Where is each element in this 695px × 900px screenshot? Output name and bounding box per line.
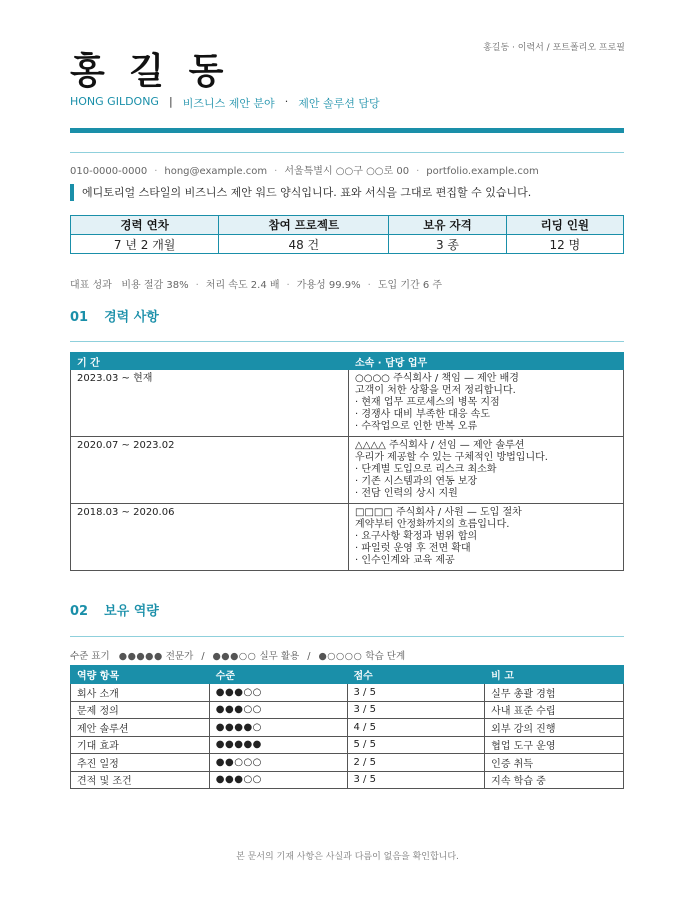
skill-legend bbox=[70, 648, 405, 662]
summary-header: 보유 자격 bbox=[389, 216, 506, 235]
experience-line: · 전담 인력의 상시 지원 bbox=[355, 488, 458, 499]
table-row bbox=[71, 684, 624, 702]
field: 비즈니스 제안 분야 bbox=[182, 97, 275, 110]
experience-line: · 단계별 도입으로 리스크 최소화 bbox=[355, 464, 497, 475]
skill-note: 협업 도구 운영 bbox=[485, 736, 624, 754]
experience-detail bbox=[349, 370, 624, 437]
experience-line: 우리가 제공할 수 있는 구체적인 방법입니다. bbox=[355, 452, 548, 463]
experience-detail bbox=[349, 437, 624, 504]
legend-separator: / bbox=[307, 651, 311, 662]
summary-header-row bbox=[71, 216, 624, 235]
separator-dot: · bbox=[416, 166, 420, 177]
summary-header: 리딩 인원 bbox=[506, 216, 623, 235]
experience-header-org: 소속 · 담당 업무 bbox=[349, 353, 624, 370]
separator-dot: · bbox=[195, 280, 199, 291]
skill-item: 기대 효과 bbox=[71, 736, 210, 754]
experience-line: · 현재 업무 프로세스의 병목 지점 bbox=[355, 397, 500, 408]
skill-note: 외부 강의 진행 bbox=[485, 719, 624, 737]
experience-line: 계약부터 안정화까지의 흐름입니다. bbox=[355, 519, 510, 530]
experience-header-row bbox=[71, 353, 624, 370]
header-meta: 홍길동 · 이력서 / 포트폴리오 프로필 bbox=[483, 43, 625, 53]
skill-item: 견적 및 조건 bbox=[71, 771, 210, 789]
experience-period: 2020.07 ~ 2023.02 bbox=[71, 437, 349, 504]
level-dots-icon: ●●○○○ bbox=[209, 754, 347, 772]
table-row bbox=[71, 754, 624, 772]
skill-note: 사내 표준 수립 bbox=[485, 701, 624, 719]
table-row bbox=[71, 771, 624, 789]
skill-item: 회사 소개 bbox=[71, 684, 210, 702]
role: 제안 솔루션 담당 bbox=[298, 97, 380, 110]
legend-practical: 실무 활용 bbox=[259, 651, 300, 662]
contact-portfolio: portfolio.example.com bbox=[426, 166, 539, 177]
experience-line: · 인수인계와 교육 제공 bbox=[355, 555, 455, 566]
stats-line bbox=[70, 276, 442, 291]
experience-line: ○○○○ 주식회사 / 책임 — 제안 배경 bbox=[355, 373, 519, 384]
experience-header-period: 기 간 bbox=[71, 353, 349, 370]
skill-item: 문제 정의 bbox=[71, 701, 210, 719]
experience-line: · 파일럿 운영 후 전면 확대 bbox=[355, 543, 471, 554]
summary-table bbox=[70, 215, 624, 254]
contact-phone: 010-0000-0000 bbox=[70, 166, 148, 177]
contact-line bbox=[70, 162, 539, 177]
summary-header: 경력 연차 bbox=[71, 216, 219, 235]
skill-score: 5 / 5 bbox=[347, 736, 485, 754]
experience-line: · 경쟁사 대비 부족한 대응 속도 bbox=[355, 409, 490, 420]
section-rule bbox=[70, 341, 624, 342]
summary-value: 3 종 bbox=[389, 235, 506, 254]
section-number: 02 bbox=[70, 604, 89, 619]
section-title-skills bbox=[70, 600, 159, 619]
stats-label: 대표 성과 bbox=[70, 280, 112, 291]
section-rule bbox=[70, 636, 624, 637]
experience-line: 고객이 처한 상황을 먼저 정리합니다. bbox=[355, 385, 516, 396]
skills-header-row bbox=[71, 666, 624, 684]
experience-line: · 수작업으로 인한 반복 오류 bbox=[355, 421, 478, 432]
skills-header: 수준 bbox=[209, 666, 347, 684]
page-title: 홍 길 동 bbox=[70, 51, 230, 92]
skill-note: 인증 취득 bbox=[485, 754, 624, 772]
table-row bbox=[71, 370, 624, 437]
skill-score: 3 / 5 bbox=[347, 701, 485, 719]
section-title-experience bbox=[70, 306, 159, 325]
contact-email: hong@example.com bbox=[164, 166, 268, 177]
contact-address: 서울특별시 ○○구 ○○로 00 bbox=[284, 166, 410, 177]
stat-item: 도입 기간 6 주 bbox=[377, 280, 443, 291]
summary-header: 참여 프로젝트 bbox=[219, 216, 389, 235]
skills-header: 역량 항목 bbox=[71, 666, 210, 684]
table-row bbox=[71, 736, 624, 754]
experience-line: □□□□ 주식회사 / 사원 — 도입 절차 bbox=[355, 507, 522, 518]
level-dots-icon: ●●●●● bbox=[209, 736, 347, 754]
level-dots-icon: ●●●○○ bbox=[209, 701, 347, 719]
level-dots-icon: ●●●●○ bbox=[209, 719, 347, 737]
experience-line: · 요구사항 확정과 범위 합의 bbox=[355, 531, 478, 542]
skills-header: 비 고 bbox=[485, 666, 624, 684]
summary-value: 12 명 bbox=[506, 235, 623, 254]
skill-score: 2 / 5 bbox=[347, 754, 485, 772]
summary-value: 48 건 bbox=[219, 235, 389, 254]
skill-score: 3 / 5 bbox=[347, 684, 485, 702]
skill-note: 실무 총괄 경험 bbox=[485, 684, 624, 702]
legend-label: 수준 표기 bbox=[70, 651, 110, 662]
skill-score: 3 / 5 bbox=[347, 771, 485, 789]
intro-callout: 에디토리얼 스타일의 비즈니스 제안 워드 양식입니다. 표와 서식을 그대로 편집할 수 있습니다. bbox=[70, 184, 624, 201]
header-thin-rule bbox=[70, 152, 624, 153]
separator-bar: | bbox=[168, 95, 173, 108]
skill-note: 지속 학습 중 bbox=[485, 771, 624, 789]
table-row bbox=[71, 719, 624, 737]
header-thick-rule bbox=[70, 128, 624, 133]
separator-dot: · bbox=[367, 280, 371, 291]
name-english: HONG GILDONG bbox=[70, 95, 159, 108]
summary-value-row bbox=[71, 235, 624, 254]
stat-item: 비용 절감 38% bbox=[121, 280, 189, 291]
table-row bbox=[71, 504, 624, 571]
separator-dot: · bbox=[286, 280, 290, 291]
level-dots-icon: ●●●○○ bbox=[209, 684, 347, 702]
section-number: 01 bbox=[70, 310, 89, 325]
footer-note: 본 문서의 기재 사항은 사실과 다름이 없음을 확인합니다. bbox=[236, 852, 459, 862]
separator-dot: · bbox=[284, 95, 289, 108]
skills-table bbox=[70, 665, 624, 789]
section-label: 경력 사항 bbox=[104, 310, 159, 325]
experience-table bbox=[70, 352, 624, 571]
experience-period: 2018.03 ~ 2020.06 bbox=[71, 504, 349, 571]
skill-item: 제안 솔루션 bbox=[71, 719, 210, 737]
skills-header: 점수 bbox=[347, 666, 485, 684]
summary-value: 7 년 2 개월 bbox=[71, 235, 219, 254]
legend-separator: / bbox=[201, 651, 205, 662]
level-dots-icon: ●●●●● bbox=[118, 651, 163, 662]
experience-detail bbox=[349, 504, 624, 571]
skill-score: 4 / 5 bbox=[347, 719, 485, 737]
table-row bbox=[71, 701, 624, 719]
stat-item: 가용성 99.9% bbox=[296, 280, 361, 291]
skill-item: 추진 일정 bbox=[71, 754, 210, 772]
separator-dot: · bbox=[154, 166, 158, 177]
level-dots-icon: ●●●○○ bbox=[212, 651, 257, 662]
stat-item: 처리 속도 2.4 배 bbox=[205, 280, 280, 291]
section-label: 보유 역량 bbox=[104, 604, 159, 619]
level-dots-icon: ●●●○○ bbox=[209, 771, 347, 789]
legend-learning: 학습 단계 bbox=[365, 651, 406, 662]
experience-line: △△△△ 주식회사 / 선임 — 제안 솔루션 bbox=[355, 440, 525, 451]
experience-line: · 기존 시스템과의 연동 보장 bbox=[355, 476, 478, 487]
table-row bbox=[71, 437, 624, 504]
subtitle bbox=[70, 95, 380, 111]
legend-expert: 전문가 bbox=[165, 651, 194, 662]
experience-period: 2023.03 ~ 현재 bbox=[71, 370, 349, 437]
level-dots-icon: ●○○○○ bbox=[318, 651, 363, 662]
separator-dot: · bbox=[274, 166, 278, 177]
